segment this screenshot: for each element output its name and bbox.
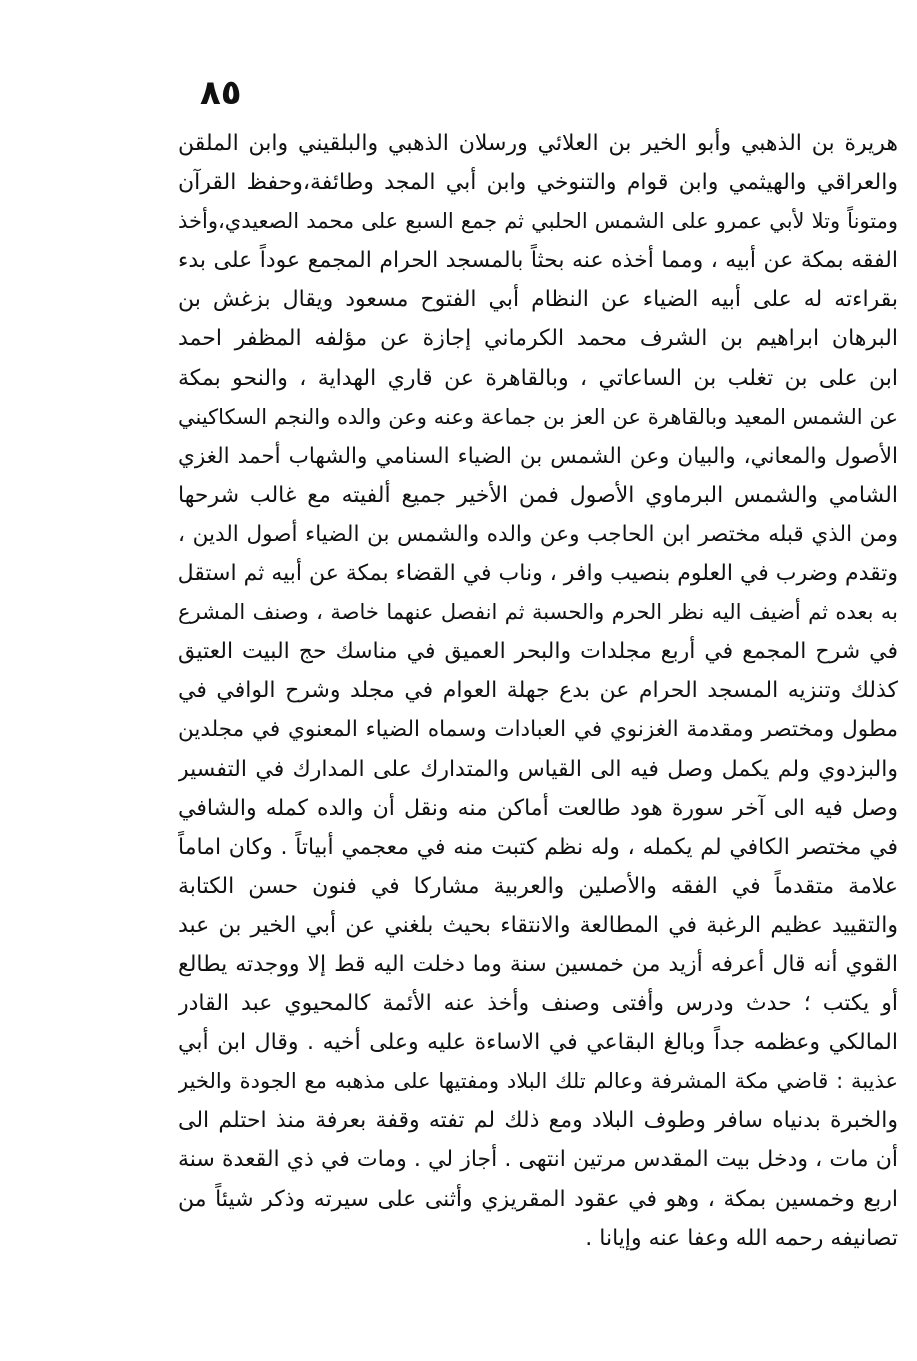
page-number: ٨٥ [200,73,242,113]
text-line: ابن على بن تغلب بن الساعاتي ، وبالقاهرة عن قاري الهداية ، والنحو بمكة [178,365,898,391]
text-line: في مختصر الكافي لم يكمله ، وله نظم كتبت منه في معجمي أبياتاً . وكان اماماً [178,834,898,860]
text-line: عن الشمس المعيد وبالقاهرة عن العز بن جماعة وعنه وعن والده والنجم السكاكيني [178,404,898,429]
text-line: بقراءته له على أبيه الضياء عن النظام أبي الفتوح مسعود ويقال بزغش بن [178,287,898,313]
text-line: هريرة بن الذهبي وأبو الخير بن العلائي ورسلان الذهبي والبلقيني وابن الملقن [178,131,898,156]
text-line: وصل فيه الى آخر سورة هود طالعت أماكن منه ونقل أن والده كمله والشافي [178,795,898,821]
text-line: المالكي وعظمه جداً وبالغ البقاعي في الاساءة عليه وعلى أخيه . وقال ابن أبي [178,1030,898,1056]
text-line: مطول ومختصر ومقدمة الغزنوي في العبادات وسماه الضياء المعنوي في مجلدين [178,717,898,743]
text-line: الفقه بمكة عن أبيه ، ومما أخذه عنه بحثاً بالمسجد الحرام المجمع عوداً على بدء [178,248,898,274]
text-line: كذلك وتنزيه المسجد الحرام عن بدع جهلة العوام في مجلد وشرح الوافي في [178,678,898,704]
text-line: والعراقي والهيثمي وابن قوام والتنوخي وابن أبي المجد وطائفة،وحفظ القرآن [178,170,898,196]
text-line: تصانيفه رحمه الله وعفا عنه وإيانا . [585,1225,898,1251]
text-line: به بعده ثم أضيف اليه نظر الحرم والحسبة ثم انفصل عنهما خاصة ، وصنف المشرع [178,600,898,625]
text-line: في شرح المجمع في أربع مجلدات والبحر العميق في مناسك حج البيت العتيق [178,639,898,665]
text-line: الأصول والمعاني، والبيان وعن الشمس بن الضياء السنامي والشهاب أحمد الغزي [178,443,898,469]
text-line: والبزدوي ولم يكمل وصل فيه الى القياس والمتدارك على المدارك في التفسير [178,756,898,782]
text-line: والتقييد عظيم الرغبة في المطالعة والانتقاء بحيث بلغني عن أبي الخير بن عبد [178,912,898,938]
text-line: البرهان ابراهيم بن الشرف محمد الكرماني إجازة عن مؤلفه المظفر احمد [178,326,898,352]
text-line: القوي أنه قال أعرفه أزيد من خمسين سنة وما دخلت اليه قط إلا ووجدته يطالع [178,951,898,977]
text-line: ومتوناً وتلا لأبي عمرو على الشمس الحلبي ثم جمع السبع على محمد الصعيدي،وأخذ [178,209,898,234]
text-line: اربع وخمسين بمكة ، وهو في عقود المقريزي وأثنى على سيرته وذكر شيئاً من [178,1186,898,1212]
text-line: علامة متقدماً في الفقه والأصلين والعربية مشاركا في فنون حسن الكتابة [178,873,898,899]
body-text [178,124,898,1258]
text-line: أن مات ، ودخل بيت المقدس مرتين انتهى . أجاز لي . ومات في ذي القعدة سنة [178,1147,898,1173]
text-line: الشامي والشمس البرماوي الأصول فمن الأخير جميع ألفيته مع غالب شرحها [178,482,898,508]
text-line: عذيبة : قاضي مكة المشرفة وعالم تلك البلاد ومفتيها على مذهبه مع الجودة والخير [178,1069,898,1094]
text-line: وتقدم وضرب في العلوم بنصيب وافر ، وناب في القضاء بمكة عن أبيه ثم استقل [178,561,898,587]
text-line: أو يكتب ؛ حدث ودرس وأفتى وصنف وأخذ عنه الأئمة كالمحيوي عبد القادر [178,991,898,1017]
text-line: والخبرة بدنياه سافر وطوف البلاد ومع ذلك لم تفته وقفة بعرفة منذ احتلم الى [178,1108,898,1134]
text-line: ومن الذي قبله مختصر ابن الحاجب وعن والده والشمس بن الضياء أصول الدين ، [178,521,898,547]
